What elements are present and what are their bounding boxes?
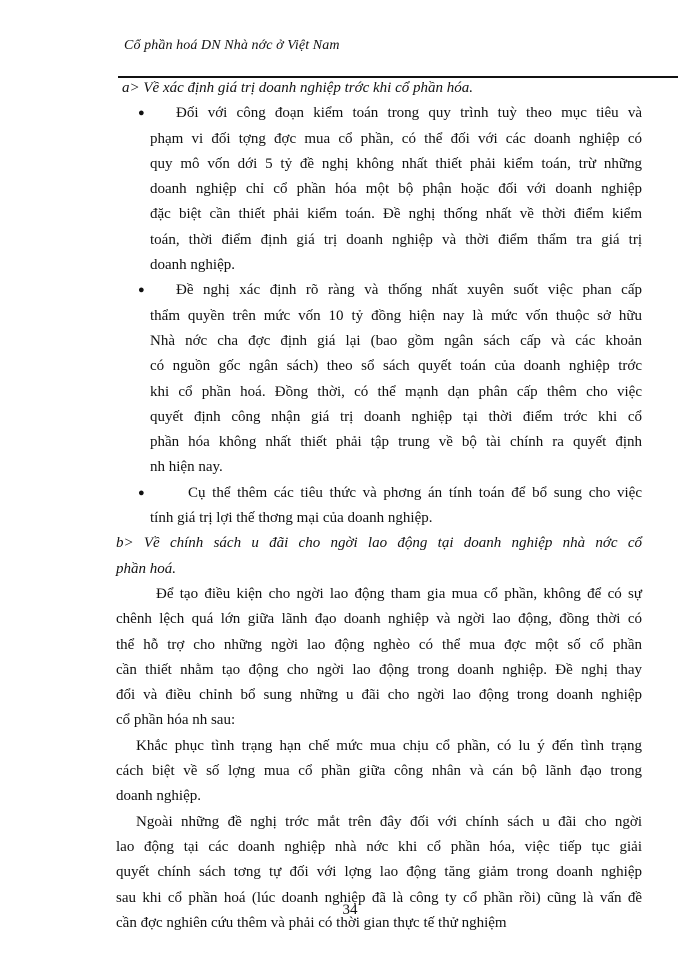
section-b-paragraphs: [116, 582, 642, 936]
bullet-line: phạm vi đối tợng đợc mua cổ phần, có thể đối với các doanh nghiệp có: [150, 130, 642, 147]
bullet-line: doanh nghiệp.: [150, 257, 235, 274]
section-a-bullets: [116, 101, 642, 531]
bullet-line: thẩm quyền trên mức vốn 10 tỷ đồng hiện nay là mức vốn thuộc sở hữu: [150, 307, 642, 324]
paragraph-line: chênh lệch quá lớn giữa lãnh đạo doanh nghiệp và ngời lao động, đồng thời có: [116, 611, 642, 628]
bullet-line: Đề nghị xác định rõ ràng và thống nhất xuyên suốt việc phan cấp: [176, 282, 642, 299]
paragraph-line: cần thiết nhằm tạo động cho ngời lao động trong doanh nghiệp. Đề nghị thay: [116, 661, 642, 678]
document-body: [116, 76, 642, 936]
paragraph-line: cách biệt về số lợng mua cổ phần giữa công nhân và cán bộ lãnh đạo trong: [116, 763, 642, 780]
bullet-line: nh hiện nay.: [150, 459, 223, 476]
paragraph-line: sau khi cổ phần hoá (lúc doanh nghiệp đã là công ty cổ phần rồi) cũng là vấn đề: [116, 889, 642, 906]
section-b-title-line: b> Về chính sách u đãi cho ngời lao động tại doanh nghiệp nhà nớc cổ: [116, 535, 642, 552]
paragraph-line: đổi và điều chỉnh bổ sung những u đãi cho ngời lao động trong doanh nghiệp: [116, 687, 642, 704]
paragraph-line: quyết chính sách tơng tự đối với lợng lao động tăng giảm trong doanh nghiệp: [116, 864, 642, 881]
section-a-title: a> Về xác định giá trị doanh nghiệp trớc khi cổ phần hóa.: [122, 80, 473, 96]
bullet-line: khi cổ phần hoá. Đồng thời, có thể mạnh dạn phân cấp thêm cho việc: [150, 383, 642, 400]
paragraph-line: Ngoài những đề nghị trớc mắt trên đây đối với chính sách u đãi cho ngời: [136, 813, 642, 830]
bullet-line: toán, thời điểm định giá trị doanh nghiệp và thời điểm thẩm tra giá trị: [150, 231, 642, 248]
bullet-line: Cụ thể thêm các tiêu thức và phơng án tính toán để bổ sung cho việc: [188, 484, 642, 501]
bullet-line: quyết định công nhận giá trị doanh nghiệp tại thời điểm trớc khi cổ: [150, 408, 642, 425]
bullet-line: quy mô vốn dới 5 tỷ đề nghị không nhất thiết phải kiểm toán, trừ những: [150, 155, 642, 172]
bullet-icon: ●: [138, 486, 145, 499]
bullet-line: doanh nghiệp chỉ cổ phần hóa một bộ phận hoặc đối với doanh nghiệp: [150, 181, 642, 198]
bullet-line: có nguồn gốc ngân sách) theo sổ sách quyết toán của doanh nghiệp trớc: [150, 358, 642, 375]
bullet-line: tính giá trị lợi thế thơng mại của doanh nghiệp.: [150, 510, 433, 527]
paragraph-line: thể hỗ trợ cho những ngời lao động nghèo có thể mua đợc một số cổ phần: [116, 636, 642, 653]
page-number: 34: [342, 902, 358, 918]
paragraph-line: cổ phần hóa nh sau:: [116, 712, 236, 729]
bullet-line: phần hóa không nhất thiết phải tập trung về bộ tài chính ra quyết định: [150, 434, 642, 451]
bullet-line: Nhà nớc cha đợc định giá lại (bao gồm ngân sách cấp và các khoản: [150, 332, 642, 349]
bullet-item: [116, 278, 642, 480]
bullet-line: Đối với công đoạn kiểm toán trong quy trình tuỳ theo mục tiêu và: [176, 105, 642, 122]
paragraph-line: Để tạo điều kiện cho ngời lao động tham gia mua cổ phần, không để có sự: [156, 585, 642, 602]
bullet-icon: ●: [138, 107, 145, 120]
bullet-line: đặc biệt cần thiết phải kiểm toán. Đề nghị thống nhất về thời điểm kiểm: [150, 206, 642, 223]
bullet-item: [116, 481, 642, 532]
header-title: Cổ phần hoá DN Nhà nớc ở Việt Nam: [124, 38, 340, 53]
bullet-item: [116, 101, 642, 278]
paragraph-line: doanh nghiệp.: [116, 788, 201, 805]
page-header: [118, 36, 678, 78]
bullet-icon: ●: [138, 284, 145, 297]
section-b-title-line: phần hoá.: [116, 560, 176, 577]
paragraph: [116, 582, 642, 734]
paragraph-line: lao động tại các doanh nghiệp nhà nớc khi cổ phần hóa, việc tiếp tục giải: [116, 838, 642, 855]
paragraph: [116, 734, 642, 810]
section-b-title: [116, 531, 642, 582]
paragraph-line: cần đợc nghiên cứu thêm và phải có thời gian thực tế thử nghiệm: [116, 914, 507, 931]
paragraph-line: Khắc phục tình trạng hạn chế mức mua chịu cổ phần, có lu ý đến tình trạng: [136, 737, 642, 754]
